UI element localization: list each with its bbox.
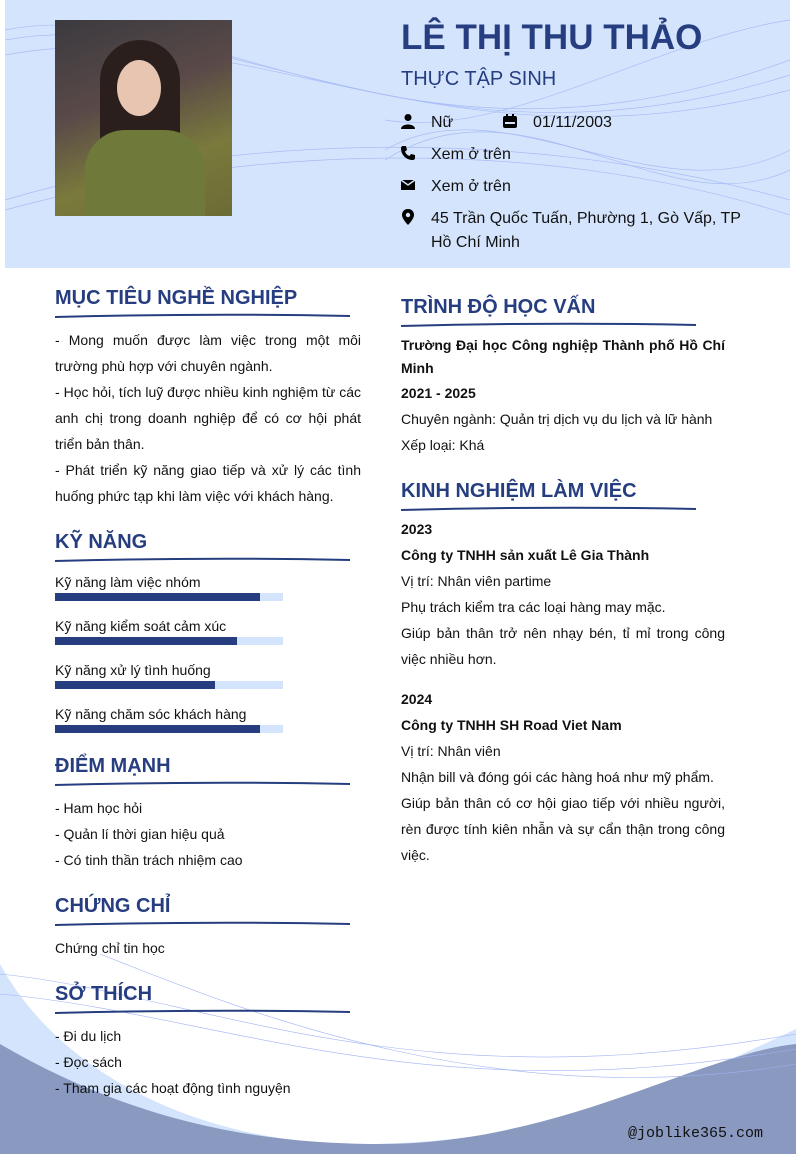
section-title: MỤC TIÊU NGHỀ NGHIỆP [55, 287, 298, 309]
watermark: @joblike365.com [627, 1125, 763, 1142]
gender-birthday-row [400, 111, 612, 135]
section-title: SỞ THÍCH [55, 983, 153, 1005]
profile-photo [55, 20, 232, 216]
strength-item: - Quản lí thời gian hiệu quả [55, 826, 225, 842]
job-title: THỰC TẬP SINH [401, 68, 557, 90]
strengths-section [55, 753, 361, 873]
skill-item [55, 703, 361, 733]
skill-label: Kỹ năng kiểm soát cảm xúc [55, 618, 227, 634]
phone-row [400, 143, 511, 167]
certificates-section [55, 893, 361, 961]
section-title: ĐIỂM MẠNH [55, 755, 171, 777]
email-row [400, 175, 511, 199]
job-detail: Giúp bản thân có cơ hội giao tiếp với nhiều người, rèn được tính kiên nhẫn và sự cẩn thận trong công việc. [401, 795, 725, 863]
address: 45 Trần Quốc Tuấn, Phường 1, Gò Vấp, TP Hồ Chí Minh [431, 210, 741, 251]
job-year: 2024 [401, 691, 433, 707]
phone-icon [400, 143, 431, 167]
birthday: 01/11/2003 [533, 114, 612, 131]
section-title: KINH NGHIỆM LÀM VIỆC [401, 480, 637, 502]
objective-section [55, 285, 361, 509]
objective-item: - Mong muốn được làm việc trong một môi trường phù hợp với chuyên ngành. [55, 332, 361, 374]
company-name: Công ty TNHH sản xuất Lê Gia Thành [401, 547, 650, 563]
company-name: Công ty TNHH SH Road Viet Nam [401, 717, 622, 733]
hobby-item: - Đọc sách [55, 1054, 122, 1070]
job-detail: Giúp bản thân trở nên nhạy bén, tỉ mỉ trong công việc nhiều hơn. [401, 625, 725, 667]
school-name: Trường Đại học Công nghiệp Thành phố Hồ Chí Minh [401, 337, 725, 376]
job-detail: Phụ trách kiểm tra các loại hàng may mặc. [401, 599, 666, 615]
experience-section [401, 478, 725, 868]
objective-item: - Phát triển kỹ năng giao tiếp và xử lý các tình huống phức tạp khi làm việc với khách hàng. [55, 462, 361, 504]
job-position: Vị trí: Nhân viên partime [401, 573, 552, 589]
strength-item: - Ham học hỏi [55, 800, 143, 816]
skill-bar [55, 637, 283, 645]
job-position: Vị trí: Nhân viên [401, 743, 501, 759]
skill-label: Kỹ năng chăm sóc khách hàng [55, 706, 247, 722]
job-detail: Nhận bill và đóng gói các hàng hoá như mỹ phẩm. [401, 769, 714, 785]
person-icon [400, 111, 431, 135]
hobbies-section [55, 981, 361, 1101]
education-section [401, 294, 725, 458]
section-title: KỸ NĂNG [55, 531, 148, 553]
skills-section [55, 529, 361, 733]
hobby-item: - Đi du lịch [55, 1028, 122, 1044]
job-entry [401, 516, 725, 672]
skill-bar-fill [55, 681, 215, 689]
section-title: TRÌNH ĐỘ HỌC VẤN [401, 296, 596, 318]
left-column [55, 285, 361, 1121]
skill-item [55, 615, 361, 645]
skill-label: Kỹ năng làm việc nhóm [55, 574, 201, 590]
envelope-icon [400, 175, 431, 199]
gender: Nữ [431, 114, 454, 131]
grade: Xếp loại: Khá [401, 437, 485, 453]
hobby-item: - Tham gia các hoạt động tình nguyện [55, 1080, 291, 1096]
major: Chuyên ngành: Quản trị dịch vụ du lịch và lữ hành [401, 411, 713, 427]
skill-item [55, 659, 361, 689]
study-period: 2021 - 2025 [401, 385, 476, 401]
skill-item [55, 571, 361, 601]
skill-bar-fill [55, 593, 260, 601]
skill-bar-fill [55, 725, 260, 733]
skill-bar-fill [55, 637, 237, 645]
objective-item: - Học hỏi, tích luỹ được nhiều kinh nghiệm từ các anh chị trong doanh nghiệp để có cơ hội phát triển bản thân. [55, 384, 361, 452]
skill-bar [55, 725, 283, 733]
address-row [400, 207, 760, 255]
calendar-icon [502, 111, 533, 135]
skill-label: Kỹ năng xử lý tình huống [55, 662, 211, 678]
full-name: LÊ THỊ THU THẢO [401, 18, 703, 57]
skill-bar [55, 593, 283, 601]
location-pin-icon [400, 207, 431, 255]
section-title: CHỨNG CHỈ [55, 895, 171, 917]
email: Xem ở trên [431, 178, 511, 195]
right-column [401, 294, 725, 888]
strength-item: - Có tinh thần trách nhiệm cao [55, 852, 243, 868]
job-entry [401, 686, 725, 868]
certificate-item: Chứng chỉ tin học [55, 940, 165, 956]
job-year: 2023 [401, 521, 433, 537]
phone: Xem ở trên [431, 146, 511, 163]
skill-bar [55, 681, 283, 689]
